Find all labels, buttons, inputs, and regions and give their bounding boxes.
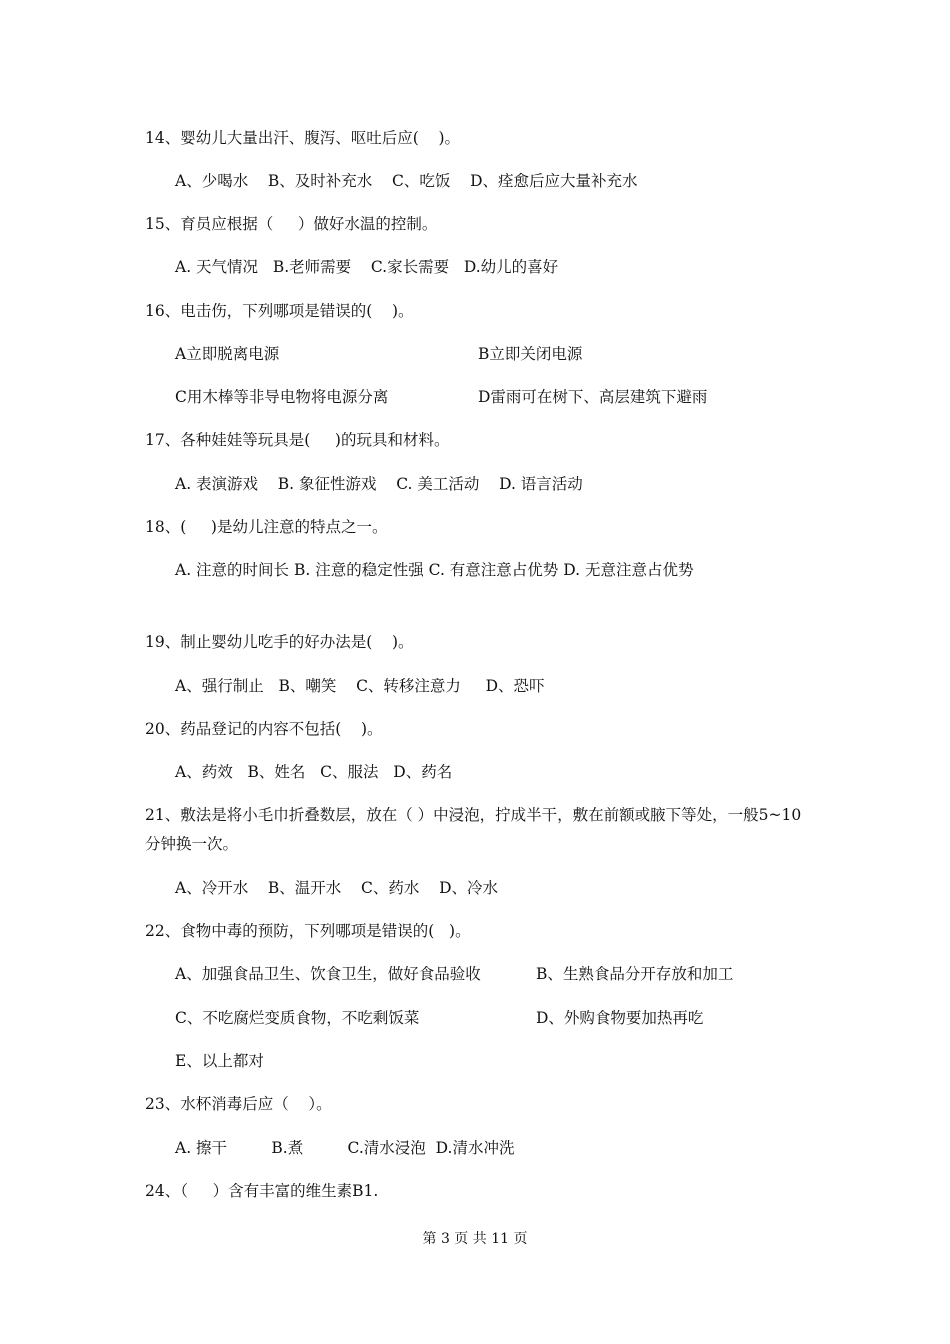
question-24: 24、（ ）含有丰富的维生素B1. xyxy=(145,1182,379,1200)
question-20-options: A、药效 B、姓名 C、服法 D、药名 xyxy=(175,763,453,781)
question-16-option-a: A立即脱离电源 xyxy=(175,345,280,363)
question-16-option-d: D雷雨可在树下、高层建筑下避雨 xyxy=(478,388,708,406)
question-22-option-c: C、不吃腐烂变质食物，不吃剩饭菜 xyxy=(175,1009,420,1027)
question-18-options: A. 注意的时间长 B. 注意的稳定性强 C. 有意注意占优势 D. 无意注意占优势 xyxy=(175,561,694,579)
question-21: 21、敷法是将小毛巾折叠数层，放在（ ）中浸泡，拧成半干，敷在前额或腋下等处，一般5~10分钟换一次。 xyxy=(145,806,802,853)
question-22-option-e: E、以上都对 xyxy=(175,1052,264,1070)
question-17-options: A. 表演游戏 B. 象征性游戏 C. 美工活动 D. 语言活动 xyxy=(175,475,583,493)
question-18: 18、( )是幼儿注意的特点之一。 xyxy=(145,518,388,536)
question-23: 23、水杯消毒后应（ ）。 xyxy=(145,1095,332,1113)
question-22-option-d: D、外购食物要加热再吃 xyxy=(536,1009,704,1027)
question-16-option-b: B立即关闭电源 xyxy=(478,345,583,363)
question-19: 19、制止婴幼儿吃手的好办法是( )。 xyxy=(145,633,414,651)
page-footer: 第 3 页 共 11 页 xyxy=(422,1231,528,1247)
question-16-option-c: C用木棒等非导电物将电源分离 xyxy=(175,388,389,406)
question-22: 22、食物中毒的预防，下列哪项是错误的( )。 xyxy=(145,922,471,940)
question-21-options: A、冷开水 B、温开水 C、药水 D、冷水 xyxy=(175,879,498,897)
question-16: 16、电击伤，下列哪项是错误的( )。 xyxy=(145,302,414,320)
question-17: 17、各种娃娃等玩具是( )的玩具和材料。 xyxy=(145,431,450,449)
question-14: 14、婴幼儿大量出汗、腹泻、呕吐后应( )。 xyxy=(145,129,461,147)
question-23-options: A. 擦干 B.煮 C.清水浸泡 D.清水冲洗 xyxy=(175,1139,515,1157)
question-15: 15、育员应根据（ ）做好水温的控制。 xyxy=(145,215,438,233)
question-14-options: A、少喝水 B、及时补充水 C、吃饭 D、痊愈后应大量补充水 xyxy=(175,172,638,190)
question-22-option-a: A、加强食品卫生、饮食卫生，做好食品验收 xyxy=(175,965,481,983)
question-15-options: A. 天气情况 B.老师需要 C.家长需要 D.幼儿的喜好 xyxy=(175,258,559,276)
question-20: 20、药品登记的内容不包括( )。 xyxy=(145,720,383,738)
question-22-option-b: B、生熟食品分开存放和加工 xyxy=(536,965,734,983)
question-19-options: A、强行制止 B、嘲笑 C、转移注意力 D、恐吓 xyxy=(175,677,545,695)
